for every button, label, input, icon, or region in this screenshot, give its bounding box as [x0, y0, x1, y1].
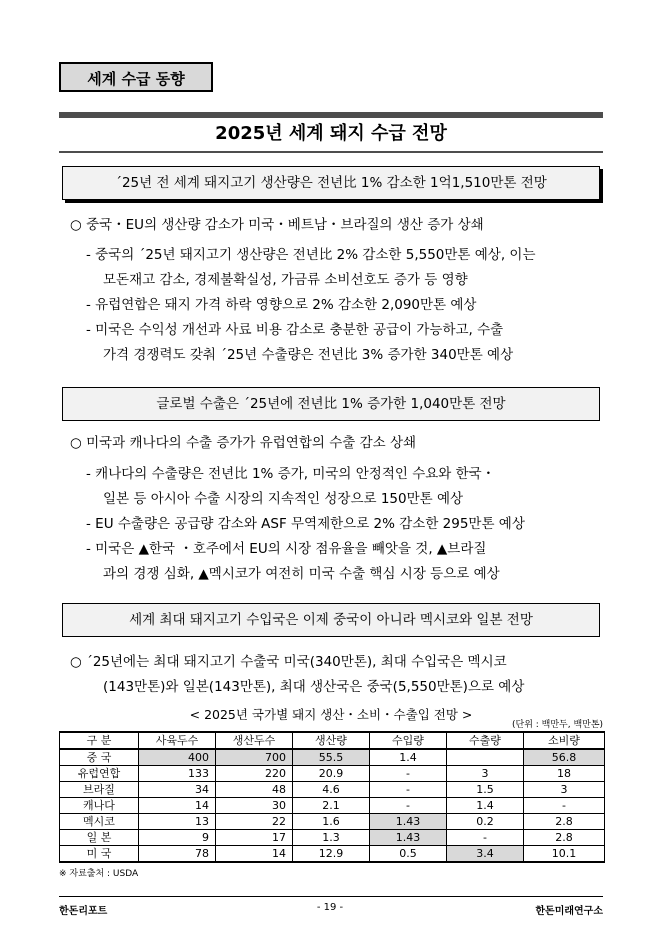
- cell-consumption: 2.8: [524, 814, 605, 830]
- cell-country: 브라질: [60, 782, 139, 798]
- cell-herd: 78: [139, 846, 216, 863]
- summary-box-imports: 세계 최대 돼지고기 수입국은 이제 중국이 아니라 멕시코와 일본 전망: [62, 603, 600, 637]
- cell-exports: -: [447, 830, 524, 846]
- table-header-row: [60, 732, 605, 749]
- sub-usa-2: 가격 경쟁력도 갖춰 ´25년 수출량은 전년比 3% 증가한 340만톤 예상: [103, 347, 514, 363]
- cell-exports: 3.4: [447, 846, 524, 863]
- cell-consumption: 10.1: [524, 846, 605, 863]
- header-herd: 사육두수: [139, 732, 216, 749]
- sub-usa-exports-2: 과의 경쟁 심화, ▲멕시코가 여전히 미국 수출 핵심 시장 등으로 예상: [103, 566, 500, 582]
- sub-china-1: - 중국의 ´25년 돼지고기 생산량은 전년比 2% 감소한 5,550만톤 예상, 이는: [86, 247, 536, 263]
- cell-production-head: 17: [216, 830, 293, 846]
- page-number: - 19 -: [316, 902, 344, 913]
- cell-consumption: -: [524, 798, 605, 814]
- sub-eu-exports: - EU 수출량은 공급량 감소와 ASF 무역제한으로 2% 감소한 295만톤 예상: [86, 516, 525, 532]
- footer-publication: 한돈리포트: [59, 906, 108, 917]
- sub-china-2: 모돈재고 감소, 경제불확실성, 가금류 소비선호도 증가 등 영향: [103, 272, 468, 288]
- sub-usa-1: - 미국은 수익성 개선과 사료 비용 감소로 충분한 공급이 가능하고, 수출: [86, 322, 504, 338]
- cell-exports: 1.4: [447, 798, 524, 814]
- summary-box-production: ´25년 전 세계 돼지고기 생산량은 전년比 1% 감소한 1억1,510만톤 전망: [62, 166, 600, 200]
- cell-country: 유럽연합: [60, 766, 139, 782]
- cell-herd: 9: [139, 830, 216, 846]
- cell-herd: 13: [139, 814, 216, 830]
- bullet-production: ○ 중국・EU의 생산량 감소가 미국・베트남・브라질의 생산 증가 상쇄: [70, 217, 484, 233]
- cell-imports: 1.43: [370, 814, 447, 830]
- cell-production-head: 48: [216, 782, 293, 798]
- table-title: < 2025년 국가별 돼지 생산・소비・수출입 전망 >: [189, 707, 473, 722]
- pork-outlook-table: [59, 731, 605, 863]
- cell-country: 캐나다: [60, 798, 139, 814]
- cell-country: 중 국: [60, 749, 139, 766]
- cell-production-head: 14: [216, 846, 293, 863]
- cell-production: 1.6: [293, 814, 370, 830]
- cell-exports: 1.5: [447, 782, 524, 798]
- cell-exports: [447, 749, 524, 766]
- cell-herd: 34: [139, 782, 216, 798]
- footer-institute: 한돈미래연구소: [535, 906, 603, 917]
- header-exports: 수출량: [447, 732, 524, 749]
- cell-production-head: 30: [216, 798, 293, 814]
- cell-imports: 1.43: [370, 830, 447, 846]
- sub-canada-1: - 캐나다의 수출량은 전년比 1% 증가, 미국의 안정적인 수요와 한국・: [86, 466, 496, 482]
- header-production: 생산량: [293, 732, 370, 749]
- header-imports: 수입량: [370, 732, 447, 749]
- summary-box-exports: 글로벌 수출은 ´25년에 전년比 1% 증가한 1,040만톤 전망: [62, 387, 600, 421]
- table-row: [60, 814, 605, 830]
- cell-exports: 0.2: [447, 814, 524, 830]
- section-tag: 세계 수급 동향: [59, 62, 213, 92]
- table-row: [60, 830, 605, 846]
- cell-herd: 400: [139, 749, 216, 766]
- cell-country: 멕시코: [60, 814, 139, 830]
- table-row: [60, 846, 605, 863]
- cell-consumption: 18: [524, 766, 605, 782]
- cell-herd: 133: [139, 766, 216, 782]
- cell-production: 12.9: [293, 846, 370, 863]
- cell-production: 4.6: [293, 782, 370, 798]
- table-unit: (단위 : 백만두, 백만톤): [512, 720, 604, 730]
- cell-imports: 0.5: [370, 846, 447, 863]
- source-note: ※ 자료출처 : USDA: [59, 869, 139, 879]
- bullet-imports-2: (143만톤)와 일본(143만톤), 최대 생산국은 중국(5,550만톤)으로 예상: [103, 679, 525, 695]
- cell-production-head: 220: [216, 766, 293, 782]
- cell-imports: 1.4: [370, 749, 447, 766]
- cell-production: 2.1: [293, 798, 370, 814]
- header-consumption: 소비량: [524, 732, 605, 749]
- cell-production-head: 22: [216, 814, 293, 830]
- table-row: [60, 798, 605, 814]
- cell-production: 1.3: [293, 830, 370, 846]
- table-row: [60, 766, 605, 782]
- cell-country: 일 본: [60, 830, 139, 846]
- cell-consumption: 2.8: [524, 830, 605, 846]
- sub-canada-2: 일본 등 아시아 수출 시장의 지속적인 성장으로 150만톤 예상: [103, 491, 464, 507]
- page-title: 2025년 세계 돼지 수급 전망: [215, 123, 447, 144]
- cell-production-head: 700: [216, 749, 293, 766]
- cell-consumption: 3: [524, 782, 605, 798]
- table-row: [60, 782, 605, 798]
- header-production-head: 생산두수: [216, 732, 293, 749]
- cell-consumption: 56.8: [524, 749, 605, 766]
- footer-rule: [59, 896, 603, 897]
- bullet-exports: ○ 미국과 캐나다의 수출 증가가 유럽연합의 수출 감소 상쇄: [70, 435, 417, 451]
- cell-exports: 3: [447, 766, 524, 782]
- bullet-imports-1: ○ ´25년에는 최대 돼지고기 수출국 미국(340만톤), 최대 수입국은 멕시코: [70, 654, 507, 670]
- cell-herd: 14: [139, 798, 216, 814]
- cell-imports: -: [370, 766, 447, 782]
- table-row: [60, 749, 605, 766]
- header-category: 구 분: [60, 732, 139, 749]
- title-rule-bottom: [59, 151, 603, 153]
- cell-production: 20.9: [293, 766, 370, 782]
- cell-imports: -: [370, 798, 447, 814]
- sub-usa-exports-1: - 미국은 ▲한국 ・호주에서 EU의 시장 점유율을 빼앗을 것, ▲브라질: [86, 541, 487, 557]
- cell-country: 미 국: [60, 846, 139, 863]
- sub-eu: - 유럽연합은 돼지 가격 하락 영향으로 2% 감소한 2,090만톤 예상: [86, 297, 477, 313]
- cell-imports: -: [370, 782, 447, 798]
- cell-production: 55.5: [293, 749, 370, 766]
